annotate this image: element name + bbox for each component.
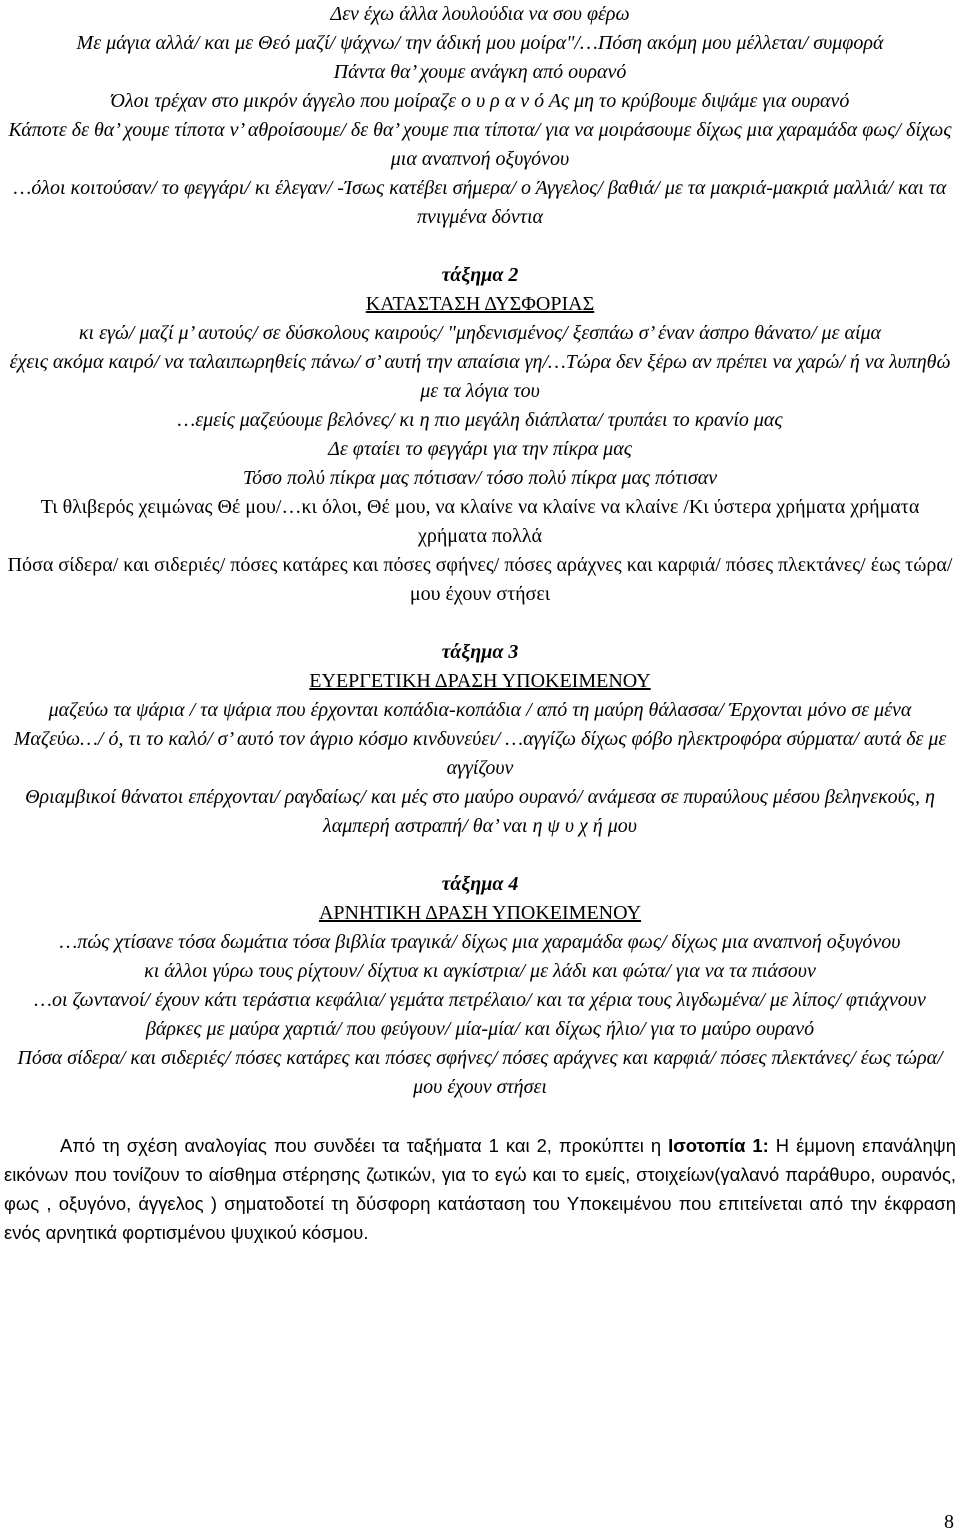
- poem-line: Δεν έχω άλλα λουλούδια να σου φέρω: [330, 3, 630, 25]
- section-label: τάξημα 4: [441, 873, 519, 895]
- spacer: [4, 1102, 956, 1131]
- spacer: [4, 841, 956, 870]
- poem-line: κι άλλοι γύρω τους ρίχτουν/ δίχτυα κι αγκίστρια/ με λάδι και φώτα/ για να τα πιάσουν: [144, 960, 816, 982]
- isotopy-term: Ισοτοπία 1:: [668, 1135, 769, 1156]
- section-title: ΕΥΕΡΓΕΤΙΚΗ ΔΡΑΣΗ ΥΠΟΚΕΙΜΕΝΟΥ: [309, 670, 651, 692]
- spacer: [4, 232, 956, 261]
- poem-line: Τι θλιβερός χειμώνας Θέ μου/…κι όλοι, Θέ μου, να κλαίνε να κλαίνε να κλαίνε /Κι ύστερα χρήματα χρήματα χρήματα πολλά: [40, 496, 920, 547]
- poem-line: κι εγώ/ μαζί μ’ αυτούς/ σε δύσκολους καιρούς/ "μηδενισμένος/ ξεσπάω σ’ έναν άσπρο θάνατο/ με αίμα: [78, 322, 882, 344]
- analysis-text-before: Από τη σχέση αναλογίας που συνδέει τα ταξήματα 1 και 2, προκύπτει η: [60, 1135, 669, 1156]
- poem-line: …πώς χτίσανε τόσα δωμάτια τόσα βιβλία τραγικά/ δίχως μια χαραμάδα φως/ δίχως μια αναπνοή οξυγόνου: [59, 931, 901, 953]
- spacer: [4, 609, 956, 638]
- poem-line: …οι ζωντανοί/ έχουν κάτι τεράστια κεφάλια/ γεμάτα πετρέλαιο/ και τα χέρια τους λιγδωμένα/ με λίπος/ φτιάχνουν βάρκες με μαύρα χαρτιά/ που φεύγουν/ μία-μία/ και δίχως ήλιο/ για το μαύρο ουρανό: [34, 989, 926, 1040]
- section-2: [4, 261, 956, 609]
- page-number: 8: [944, 1511, 954, 1533]
- document-page: [4, 0, 956, 1247]
- poem-line: έχεις ακόμα καιρό/ να ταλαιπωρηθείς πάνω/ σ’ αυτή την απαίσια γη/…Τώρα δεν ξέρω αν πρέπει να χαρώ/ ή να λυπηθώ με τα λόγια του: [9, 351, 951, 402]
- poem-line: Πάντα θα’ χουμε ανάγκη από ουρανό: [333, 61, 627, 83]
- poem-line: Δε φταίει το φεγγάρι για την πίκρα μας: [328, 438, 632, 460]
- poem-line: Όλοι τρέχαν στο μικρόν άγγελο που μοίραζε ο υ ρ α ν ό Ας μη το κρύβουμε διψάμε για ουρανό: [110, 90, 850, 112]
- poem-line: μαζεύω τα ψάρια / τα ψάρια που έρχονται κοπάδια-κοπάδια / από τη μαύρη θάλασσα/ Έρχονται μόνο σε μένα: [48, 699, 912, 721]
- analysis-paragraph: [4, 1131, 956, 1247]
- poem-line: Πόσα σίδερα/ και σιδεριές/ πόσες κατάρες και πόσες σφήνες/ πόσες αράχνες και καρφιά/ πόσες πλεκτάνες/ έως τώρα/ μου έχουν στήσει: [7, 554, 953, 605]
- section-3: [4, 638, 956, 841]
- analysis-text-after: Η έμμονη επανάληψη εικόνων που τονίζουν το αίσθημα στέρησης ζωτικών, για το εγώ και το εμείς, στοιχείων(γαλανό παράθυρο, ουρανός, φως , οξυγόνο, άγγελος ) σηματοδοτεί τη δύσφορη κατάσταση του Υποκειμένου που επιτείνεται από την έκφραση ενός αρνητικά φορτισμένου ψυχικού κόσμου.: [4, 1135, 957, 1243]
- section-title: ΚΑΤΑΣΤΑΣΗ ΔΥΣΦΟΡΙΑΣ: [365, 293, 595, 315]
- poem-line: Πόσα σίδερα/ και σιδεριές/ πόσες κατάρες και πόσες σφήνες/ πόσες αράχνες και καρφιά/ πόσες πλεκτάνες/ έως τώρα/ μου έχουν στήσει: [17, 1047, 943, 1098]
- poem-line: …εμείς μαζεύουμε βελόνες/ κι η πιο μεγάλη διάπλατα/ τρυπάει το κρανίο μας: [177, 409, 783, 431]
- poem-line: Μαζεύω…/ ό, τι το καλό/ σ’ αυτό τον άγριο κόσμο κινδυνεύει/ …αγγίζω δίχως φόβο ηλεκτροφόρα σύρματα/ αυτά δε με αγγίζουν: [13, 728, 947, 779]
- poem-line: Με μάγια αλλά/ και με Θεό μαζί/ ψάχνω/ την άδική μου μοίρα"/…Πόση ακόμη μου μέλλεται/ συμφορά: [76, 32, 884, 54]
- section-label: τάξημα 2: [441, 264, 519, 286]
- section-label: τάξημα 3: [441, 641, 519, 663]
- poem-line: Κάποτε δε θα’ χουμε τίποτα ν’ αθροίσουμε/ δε θα’ χουμε πια τίποτα/ για να μοιράσουμε δίχως μια χαραμάδα φως/ δίχως μια αναπνοή οξυγόνου: [8, 119, 952, 170]
- poem-line: Τόσο πολύ πίκρα μας πότισαν/ τόσο πολύ πίκρα μας πότισαν: [242, 467, 718, 489]
- section-title: ΑΡΝΗΤΙΚΗ ΔΡΑΣΗ ΥΠΟΚΕΙΜΕΝΟΥ: [318, 902, 642, 924]
- poem-line: …όλοι κοιτούσαν/ το φεγγάρι/ κι έλεγαν/ -Ίσως κατέβει σήμερα/ ο Άγγελος/ βαθιά/ με τα μακριά-μακριά μαλλιά/ και τα πνιγμένα δόντια: [13, 177, 947, 228]
- poem-line: Θριαμβικοί θάνατοι επέρχονται/ ραγδαίως/ και μές στο μαύρο ουρανό/ ανάμεσα σε πυραύλους μέσου βεληνεκούς, η λαμπερή αστραπή/ θα’ ναι η ψ υ χ ή μου: [25, 786, 935, 837]
- section-4: [4, 870, 956, 1102]
- section-1: [4, 0, 956, 232]
